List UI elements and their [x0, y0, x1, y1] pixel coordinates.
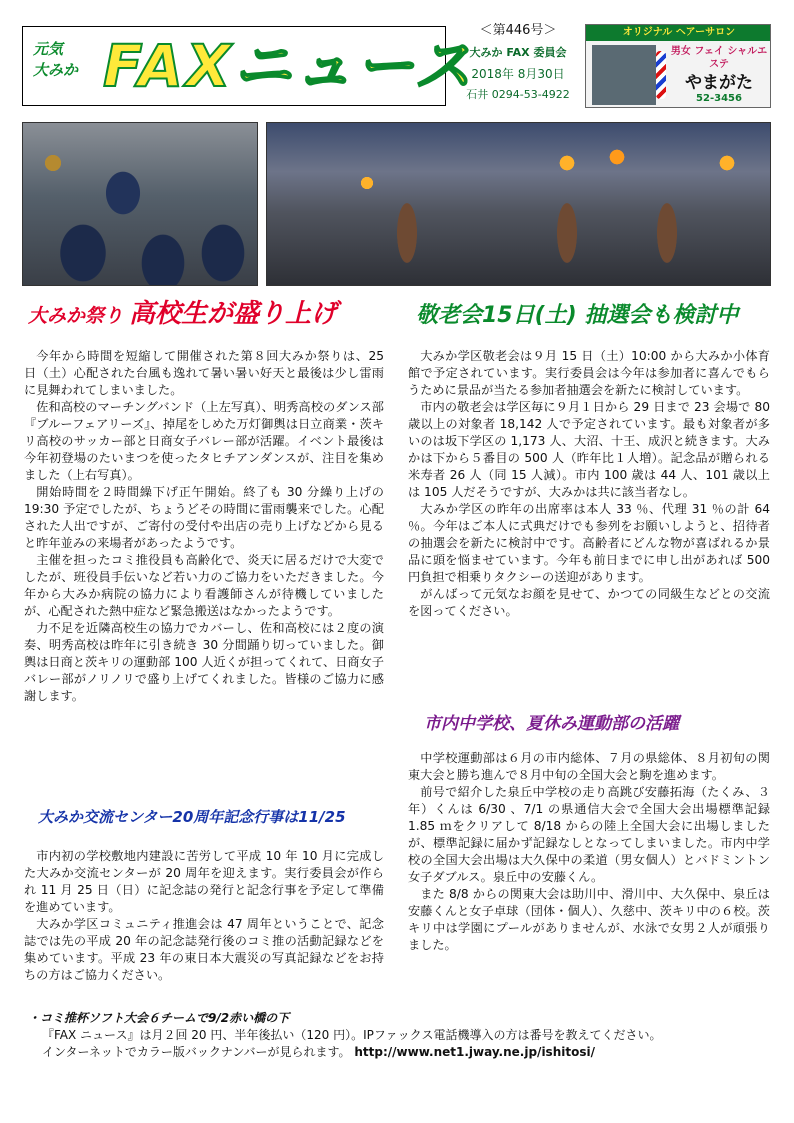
- article-paragraph: また 8/8 からの関東大会は助川中、滑川中、大久保中、泉丘は安藤くんと女子卓球（団体・個人）、久慈中、茨キリ中の６校。茨キリ中は学園にプールがありませんが、水泳で女男２人が頑張りました。: [408, 887, 770, 952]
- article-paragraph: 力不足を近隣高校生の協力でカバーし、佐和高校には２度の演奏、明秀高校は昨年に引き続き 30 分間踊り切っていました。御輿は日商と茨キリの運動部 100 人近くが担ってくれて、日商女子バレー部がノリノリで盛り上げてくれました。皆様のご協力に感謝します。: [24, 621, 384, 703]
- respect-aged-article: [408, 348, 770, 620]
- brand-small-line2: 大みか: [33, 61, 79, 79]
- softball-notice: ・コミ推杯ソフト大会６チームで9/2赤い橋の下: [28, 1011, 290, 1025]
- school-clubs-article: [408, 750, 770, 954]
- newsletter-title: FAXニュース: [103, 32, 475, 100]
- website-notice-text: インターネットでカラー版バックナンバーが見られます。: [42, 1045, 351, 1059]
- committee-name: 大みか FAX 委員会: [469, 46, 567, 59]
- website-link[interactable]: http://www.net1.jway.ne.jp/ishitosi/: [354, 1045, 595, 1059]
- article-paragraph: 大みか学区の昨年の出席率は本人 33 ％、代理 31 ％の計 64 ％。今年はご本人に式典だけでも参列をお願いしようと、招待者の抽選会を新たに検討中です。高齢者にどんな物が喜ばれるか景品に頭を悩ませています。今年も前日までに申し出があれば 500 円負担で相乗りタクシーの送迎があります。: [408, 502, 770, 584]
- issue-number: ＜第446号＞: [479, 23, 557, 38]
- salon-advertisement: [585, 24, 771, 108]
- respect-aged-headline: 敬老会15日(土) 抽選会も検討中: [416, 303, 739, 328]
- festival-headline: [28, 296, 378, 335]
- article-paragraph: 大みか学区敬老会は９月 15 日（土）10:00 から大みか小体育館で予定されています。実行委員会は今年は参加者に喜んでもらうために景品が当たる参加者抽選会を新たに検討しています。: [408, 349, 770, 397]
- article-paragraph: 市内初の学校敷地内建設に苦労して平成 10 年 10 月に完成した大みか交流センターが 20 周年を迎えます。実行委員会が作られ 11 月 25 日（日）に記念誌の発行と記念行事を予定して準備を進めています。: [24, 849, 384, 914]
- article-paragraph: 大みか学区コミュニティ推進会は 47 周年ということで、記念誌では先の平成 20 年の記念誌発行後のコミ推の活動記録などを集めています。平成 23 年の東日本大震災の写真記録などをお持ちの方はご協力ください。: [24, 917, 384, 982]
- subscription-notice: 『FAX ニュース』は月２回 20 円、半年後払い（120 円）。IPファックス電話機導入の方は番号を教えてください。: [42, 1028, 662, 1042]
- fire-dance-photo: [266, 122, 771, 286]
- issue-info: [456, 22, 580, 102]
- ad-phone: 52-3456: [696, 93, 742, 104]
- website-notice: [28, 1044, 778, 1061]
- issue-date: 2018年 8月30日: [471, 67, 565, 81]
- article-paragraph: 主催を担ったコミ推役員も高齢化で、炎天に居るだけで大変でしたが、班役員手伝いなど若い力のご協力をいただきました。今年から大みか病院の協力により看護師さんが待機していましたが、心配された熱中症など緊急搬送はなかったようです。: [24, 553, 384, 618]
- article-paragraph: 開始時間を２時間繰下げ正午開始。終了も 30 分繰り上げの 19:30 予定でしたが、ちょうどその時間に雷雨襲来でした。心配された人出ですが、ご寄付の受付や出店の売り上げなどから見ると昨年並みの来場者があったようです。: [24, 485, 384, 550]
- festival-headline-big: 高校生が盛り上げ: [129, 299, 338, 329]
- brand-small-label: [33, 39, 93, 81]
- storefront-image: [592, 45, 656, 105]
- ad-shop-name: やまがた: [685, 73, 753, 93]
- article-paragraph: 前号で紹介した泉丘中学校の走り高跳び安藤拓海（たくみ、３年）くんは 6/30 、7/1 の県通信大会で全国大会出場標準記録 1.85 ｍをクリアして 8/18 からの陸上全国大会に出場しましたが、標準記録に届かず記録なしとなってしまいました。市内中学校の全国大会出場は大久保中の柔道（男女個人）とバドミントン女子ダブルス。泉丘中の安藤くん。: [408, 785, 770, 884]
- ad-services: 男女 フェイ シャルエステ: [670, 46, 768, 70]
- band-photo: [22, 122, 258, 286]
- article-paragraph: がんばって元気なお顔を見せて、かつての同級生などとの交流を図ってください。: [408, 587, 770, 618]
- center-anniversary-headline: 大みか交流センター20周年記念行事は11/25: [38, 808, 346, 826]
- festival-article: [24, 348, 384, 705]
- footer: [28, 1010, 778, 1061]
- article-paragraph: 佐和高校のマーチングバンド（上左写真）、明秀高校のダンス部『ブルーフェアリーズ』、掉尾をしめた万灯御輿は日立商業・茨キリ高校のサッカー部と日商女子バレー部が活躍。イベント最後は今年初登場のたいまつを使ったタヒチアンダンスが、注目を集めました（上右写真）。: [24, 400, 384, 482]
- article-paragraph: 中学校運動部は６月の市内総体、７月の県総体、８月初旬の関東大会と勝ち進んで８月中旬の全国大会と駒を進めます。: [408, 751, 770, 782]
- barber-pole-icon: [656, 51, 666, 99]
- center-anniversary-article: [24, 848, 384, 984]
- masthead: [22, 26, 475, 106]
- brand-small-line1: 元気: [33, 40, 64, 58]
- ad-banner: オリジナル ヘアーサロン: [586, 25, 771, 41]
- article-paragraph: 今年から時間を短縮して開催された第８回大みか祭りは、25 日（土）心配された台風も逸れて暑い暑い好天と最後は少し雷雨に見舞われてしまいました。: [24, 349, 384, 397]
- contact-phone: 石井 0294-53-4922: [466, 88, 570, 101]
- festival-headline-small: 大みか祭り: [28, 305, 124, 327]
- school-clubs-headline: 市内中学校、夏休み運動部の活躍: [424, 714, 679, 734]
- article-paragraph: 市内の敬老会は学区毎に９月１日から 29 日まで 23 会場で 80 歳以上の対象者 18,142 人で予定されています。最も対象者が多いのは坂下学区の 1,173 人、大沼、十王、成沢と続きます。大みかは下から５番目の 500 人（昨年比１人増）。記念品が贈られる米寿者 26 人（同 15 人減）。市内 100 歳は 44 人、101 歳以上は 105 人だそうですが、大みかは共に該当者なし。: [408, 400, 770, 499]
